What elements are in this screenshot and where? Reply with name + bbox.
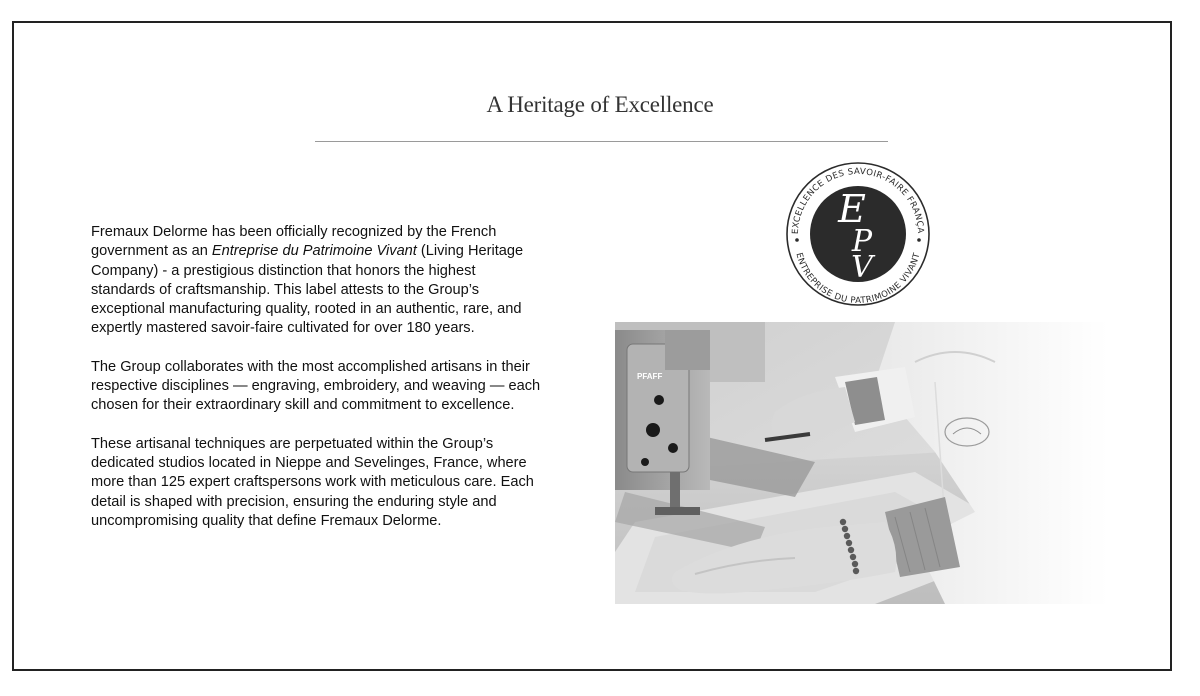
seal-top-text: EXCELLENCE DES SAVOIR-FAIRE FRANÇA <box>790 166 926 235</box>
seal-letter-e: E <box>838 187 866 231</box>
paragraph-1 <box>91 223 541 339</box>
paragraph-1-epv-term: Entreprise du Patrimoine Vivant <box>211 243 417 260</box>
machine-brand-label: PFAFF <box>637 372 663 381</box>
paragraph-3: These artisanal techniques are perpetuated within the Group’s dedicated studios located in Nieppe and Sevelinges, France, where more than 125 expert craftspersons work with meticulous care. Each detail is shaped with precision, ensuring the enduring style and uncompromising quality that define Fremaux Delorme. <box>91 435 534 529</box>
seal-letter-v: V <box>851 250 873 285</box>
slide-title: A Heritage of Excellence <box>486 92 714 117</box>
paragraph-1-rest: (Living Heritage Company) - a prestigious distinction that honors the highest standards of craftsmanship. This label attests to the Group’s exceptional manufacturing quality, rooted in an authentic, rare, and expertly mastered savoir-faire cultivated for over 180 years. <box>91 243 524 337</box>
artisan-sewing-photo <box>615 322 1108 604</box>
body-text <box>91 223 541 550</box>
seal-letter-p: P <box>851 224 873 259</box>
paragraph-1-lead: Fremaux Delorme has been officially recognized by the French government as an <box>91 224 497 260</box>
title-divider <box>315 141 888 142</box>
paragraph-2: The Group collaborates with the most accomplished artisans in their respective disciplines — engraving, embroidery, and weaving — each chosen for their extraordinary skill and commitment to excellence. <box>91 358 541 414</box>
seal-bottom-text: ENTREPRISE DU PATRIMOINE VIVANT <box>793 251 923 307</box>
epv-seal-icon <box>782 158 934 310</box>
